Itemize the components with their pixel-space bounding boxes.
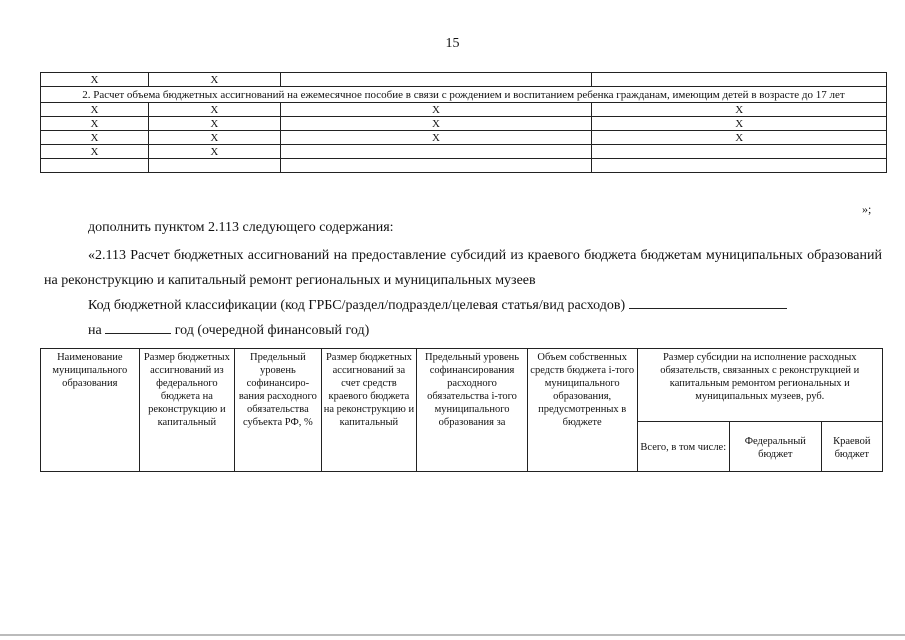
table-row [41, 145, 887, 159]
paragraph-kbk [88, 297, 787, 315]
table-cell: X [592, 117, 887, 131]
header-cell [41, 349, 140, 472]
subheader-cell: Всего, в том числе: [637, 422, 730, 472]
header-text: Предельный уровень софинансиро-вания расходного обязательства субъекта РФ, % [238, 352, 317, 428]
year-prefix: на [88, 323, 102, 338]
table-cell: X [592, 103, 887, 117]
table-cell [280, 159, 592, 173]
paragraph-title: «2.113 Расчет бюджетных ассигнований на предоставление субсидий из краевого бюджета бюджетам муниципальных образований на реконструкцию и капитальный ремонт региональных и муниципальных музеев [44, 248, 882, 288]
table-cell [280, 145, 592, 159]
table-cell: X [280, 131, 592, 145]
header-cell [235, 349, 322, 472]
top-table [40, 72, 887, 173]
table-cell: X [41, 131, 149, 145]
header-text: Наименование муниципального образования [52, 352, 128, 389]
closing-quote: »; [862, 202, 872, 216]
table-cell: X [148, 103, 280, 117]
table-cell: X [592, 131, 887, 145]
table-cell: X [148, 117, 280, 131]
table-row [41, 159, 887, 173]
kbk-label: Код бюджетной классификации (код ГРБС/раздел/подраздел/целевая статья/вид расходов) [88, 298, 626, 313]
table-row [41, 103, 887, 117]
year-blank-line [105, 332, 171, 334]
paragraph-year [88, 322, 369, 340]
kbk-blank-line [629, 307, 787, 309]
year-suffix: год (очередной финансовый год) [174, 323, 370, 338]
header-text: Предельный уровень софинансирования расходного обязательства i-того муниципального образования за [425, 352, 520, 428]
table-cell: X [280, 103, 592, 117]
header-cell [139, 349, 235, 472]
header-cell [321, 349, 417, 472]
table-cell: X [41, 117, 149, 131]
table-header-row [41, 349, 883, 422]
subheader-cell: Краевой бюджет [821, 422, 882, 472]
table-cell: X [41, 73, 149, 87]
table-row [41, 87, 887, 103]
table-cell [592, 145, 887, 159]
table-cell [592, 73, 887, 87]
page-number: 15 [445, 36, 460, 51]
section-title: 2. Расчет объема бюджетных ассигнований на ежемесячное пособие в связи с рождением и воспитанием ребенка гражданам, имеющим детей в возрасте до 17 лет [41, 87, 887, 103]
table-row [41, 117, 887, 131]
table-row [41, 131, 887, 145]
header-cell [417, 349, 528, 472]
table-cell [592, 159, 887, 173]
table-cell: X [148, 145, 280, 159]
header-text: Объем собственных средств бюджета i-того муниципального образования, предусмотренных в бюджете [530, 352, 635, 428]
header-text: Размер бюджетных ассигнований за счет средств краевого бюджета на реконструкцию и капитальный [323, 352, 415, 428]
subsidy-table [40, 348, 883, 472]
table-cell: X [41, 145, 149, 159]
scan-edge-line [0, 634, 905, 636]
table-cell: X [41, 103, 149, 117]
subheader-cell: Федеральный бюджет [730, 422, 822, 472]
paragraph-addition: дополнить пунктом 2.113 следующего содержания: [88, 220, 394, 235]
table-cell [41, 159, 149, 173]
group-header-cell: Размер субсидии на исполнение расходных обязательств, связанных с реконструкцией и капитальным ремонтом региональных и муниципальных музеев, руб. [637, 349, 883, 422]
table-cell [280, 73, 592, 87]
table-cell: X [148, 73, 280, 87]
header-text: Размер бюджетных ассигнований из федерального бюджета на реконструкцию и капитальный [143, 352, 230, 428]
table-cell [148, 159, 280, 173]
header-cell [527, 349, 637, 472]
table-cell: X [280, 117, 592, 131]
table-cell: X [148, 131, 280, 145]
table-row [41, 73, 887, 87]
